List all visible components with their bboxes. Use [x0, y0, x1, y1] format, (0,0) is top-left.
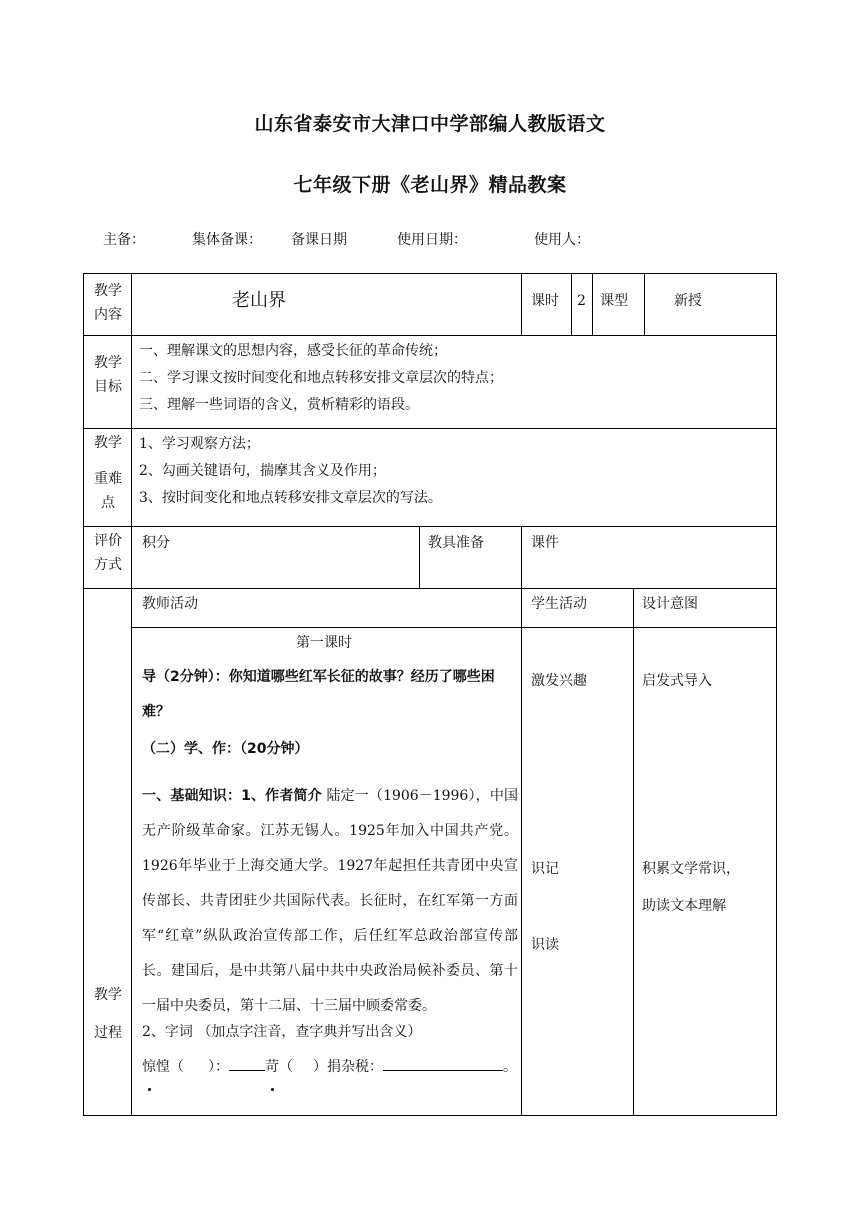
answer-blank[interactable] — [383, 1056, 503, 1071]
goal-item: 三、理解一些词语的含义，赏析精彩的语段。 — [139, 397, 419, 413]
lesson-one-heading: 第一课时 — [296, 635, 352, 651]
meta-zhubei: 主备： — [103, 232, 145, 248]
table-rule — [521, 526, 522, 588]
author-intro-text: 陆定一（1906－1996），中国无产阶级革命家。江苏无锡人。1925年加入中国共产党。1926年毕业于上海交通大学。1927年起担任共青团中央宣传部长、共青团驻少共国际代表。长征时，在红军第一方面军“红章”纵队政治宣传部工作，后任红军总政治部宣传部长。建国后，是中共第八届中共中央政治局候补委员、第十一届中央委员，第十二届、十三届中顾委常委。 — [142, 788, 518, 1014]
table-rule — [521, 273, 522, 335]
table-border-top — [83, 273, 777, 274]
student-activity-1: 激发兴趣 — [531, 673, 587, 689]
header-student-activity: 学生活动 — [531, 596, 587, 612]
answer-blank[interactable] — [229, 1056, 265, 1071]
table-rule — [633, 588, 634, 1116]
eval-teaching-tools: 教具准备 — [428, 535, 484, 551]
fill-text: ）： — [208, 1059, 229, 1075]
fill-text: （ — [279, 1059, 293, 1075]
table-rule — [419, 526, 420, 588]
dao-question: 导（2分钟）：你知道哪些红军长征的故事？经历了哪些困难？ — [142, 669, 495, 720]
table-border-right — [776, 273, 777, 1116]
design-intent-2a: 积累文学常识， — [642, 861, 740, 877]
label-key-points-top: 教学 — [94, 435, 122, 451]
table-rule — [571, 273, 572, 335]
fill-blank-line — [142, 1050, 518, 1085]
dotted-char: 惊 — [142, 1050, 156, 1085]
label-kexing: 课型 — [600, 293, 628, 309]
student-activity-2: 识记 — [531, 861, 559, 877]
key-point-item: 2、勾画关键语句，揣摩其含义及作用； — [139, 463, 386, 479]
label-process-bot: 过程 — [94, 1025, 122, 1041]
label-evaluation: 评价方式 — [94, 533, 122, 573]
fill-text: ）捐杂税： — [313, 1059, 383, 1075]
table-rule — [131, 627, 777, 628]
ciyu-instruction: 2、字词 （加点字注音，查字典并写出含义） — [142, 1024, 422, 1040]
header-teacher-activity: 教师活动 — [142, 596, 198, 612]
meta-user: 使用人： — [534, 232, 590, 248]
design-intent-1: 启发式导入 — [642, 673, 712, 689]
table-rule — [592, 273, 593, 335]
table-border-bottom — [83, 1115, 777, 1116]
document-title-line2: 七年级下册《老山界》精品教案 — [293, 174, 567, 196]
goal-item: 二、学习课文按时间变化和地点转移安排文章层次的特点； — [139, 370, 503, 386]
meta-use-date: 使用日期： — [397, 232, 467, 248]
key-point-item: 3、按时间变化和地点转移安排文章层次的写法。 — [139, 490, 442, 506]
table-rule — [644, 273, 645, 335]
label-keshi: 课时 — [531, 293, 559, 309]
fill-text: 。 — [503, 1059, 517, 1075]
lesson-title: 老山界 — [232, 290, 286, 311]
label-teaching-goals: 教学目标 — [94, 355, 122, 395]
table-border-left — [83, 273, 84, 1116]
label-process-top: 教学 — [94, 987, 122, 1003]
goal-item: 一、理解课文的思想内容，感受长征的革命传统； — [139, 343, 447, 359]
author-intro — [142, 779, 518, 1024]
table-rule — [83, 526, 777, 527]
table-rule — [83, 428, 777, 429]
meta-jiti: 集体备课： — [192, 232, 262, 248]
table-rule — [131, 273, 132, 1116]
design-intent-2b: 助读文本理解 — [642, 898, 726, 914]
value-keshi: 2 — [577, 293, 586, 309]
basic-knowledge-heading: 一、基础知识：1、作者简介 — [142, 788, 322, 804]
dotted-char: 苛 — [265, 1050, 279, 1085]
label-key-points-mid: 重难 — [94, 471, 122, 487]
xue-zuo-heading: （二）学、作：（20分钟） — [142, 741, 309, 757]
value-kexing: 新授 — [674, 293, 702, 309]
header-design-intent: 设计意图 — [642, 596, 698, 612]
label-teaching-content: 教学内容 — [94, 283, 122, 323]
eval-kejian: 课件 — [531, 535, 559, 551]
student-activity-3: 识读 — [531, 937, 559, 953]
meta-beike-date: 备课日期 — [291, 232, 347, 248]
fill-text: 惶（ — [156, 1059, 184, 1075]
document-title-line1: 山东省泰安市大津口中学部编人教版语文 — [254, 113, 606, 135]
table-rule — [521, 588, 522, 1116]
label-key-points-bot: 点 — [101, 495, 115, 511]
eval-jifen: 积分 — [142, 535, 170, 551]
table-rule — [83, 588, 777, 589]
key-point-item: 1、学习观察方法； — [139, 436, 260, 452]
table-rule — [83, 335, 777, 336]
